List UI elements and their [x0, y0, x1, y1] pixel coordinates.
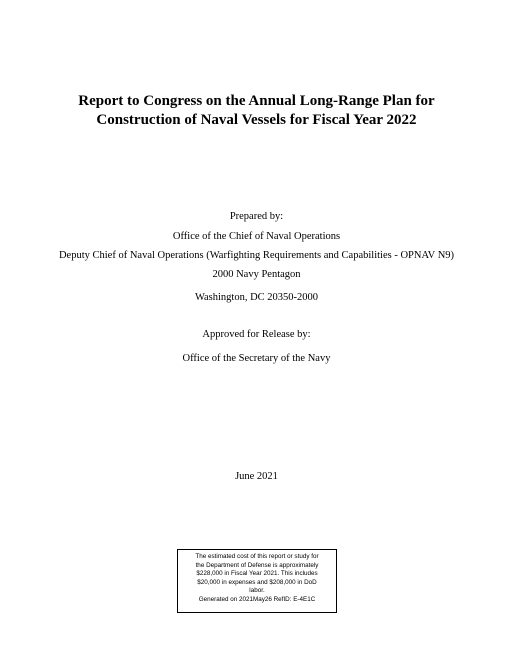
- prepared-office: Office of the Chief of Naval Operations: [172, 231, 341, 242]
- cost-box-line: the Department of Defense is approximately: [195, 561, 319, 569]
- report-title-line-2: Construction of Naval Vessels for Fiscal Year 2022: [96, 112, 417, 128]
- report-title: [0, 92, 513, 130]
- prepared-by-label: Prepared by:: [229, 211, 284, 222]
- address-line-2: Washington, DC 20350-2000: [194, 292, 319, 303]
- prepared-deputy: Deputy Chief of Naval Operations (Warfighting Requirements and Capabilities - OPNAV N9): [58, 250, 455, 261]
- report-title-line-1: Report to Congress on the Annual Long-Range Plan for: [78, 93, 435, 109]
- cost-box-line: labor.: [249, 587, 265, 595]
- cost-box-line: The estimated cost of this report or study for: [195, 553, 319, 560]
- approved-by-label: Approved for Release by:: [202, 329, 311, 340]
- address-line-1: 2000 Navy Pentagon: [212, 269, 301, 280]
- cost-box-line: $228,000 in Fiscal Year 2021. This includes: [196, 570, 318, 578]
- cost-box-line: Generated on 2021May26 RefID: E-4E1C: [198, 595, 316, 603]
- report-date: June 2021: [235, 471, 278, 482]
- cost-estimate-box: [177, 549, 337, 613]
- cost-box-line: $20,000 in expenses and $208,000 in DoD: [197, 578, 317, 586]
- approved-office: Office of the Secretary of the Navy: [182, 353, 331, 364]
